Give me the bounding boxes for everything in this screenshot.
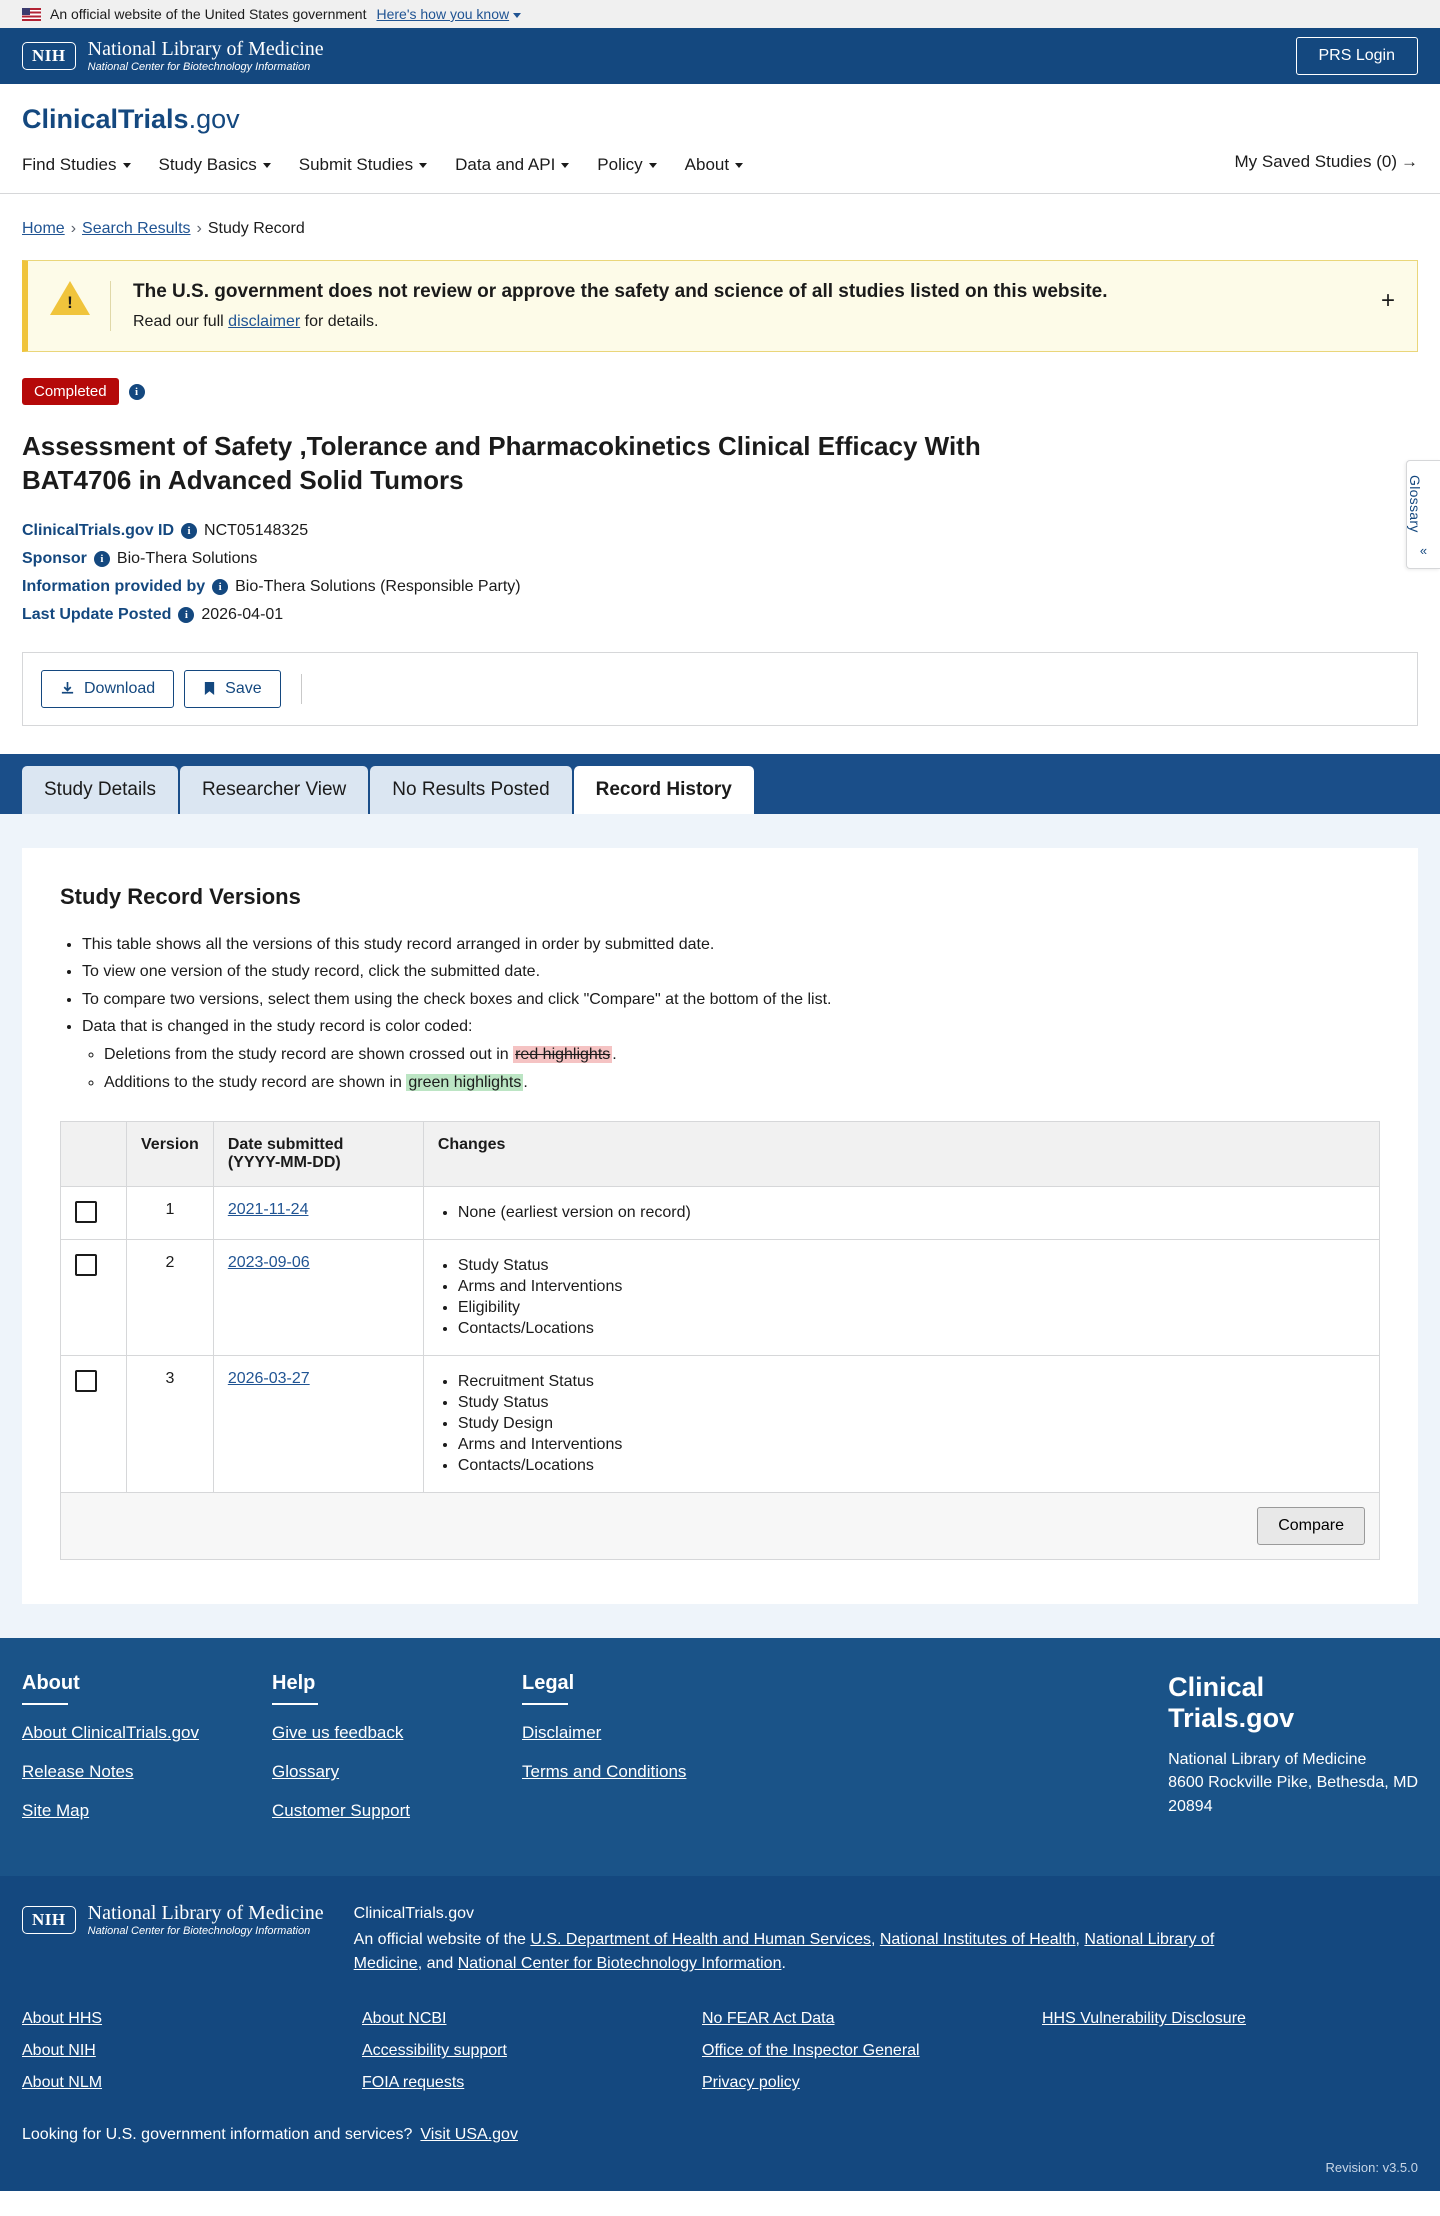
additions-suffix: . xyxy=(523,1073,528,1091)
footer-site-name: ClinicalTrials.gov xyxy=(353,1905,474,1923)
footer-link-nih[interactable]: National Institutes of Health xyxy=(879,1931,1076,1949)
table-footer-row xyxy=(61,1493,1380,1560)
version-date-link-2[interactable]: 2023-09-06 xyxy=(227,1254,310,1272)
change-item: • Arms and Interventions xyxy=(458,1436,1365,1454)
download-icon xyxy=(60,681,75,696)
meta-label: Information provided by xyxy=(22,577,206,595)
footer-link-release-notes[interactable]: Release Notes xyxy=(22,1762,134,1782)
info-icon[interactable]: i xyxy=(129,384,145,400)
disclaimer-alert xyxy=(22,260,1418,352)
footer-link-about-hhs[interactable]: About HHS xyxy=(22,2010,103,2028)
chevron-down-icon xyxy=(561,163,569,168)
table-row xyxy=(61,1240,1380,1356)
nav-item-submit-studies[interactable] xyxy=(299,149,427,193)
row-select-cell xyxy=(61,1356,127,1493)
row-date xyxy=(213,1187,423,1240)
arrow-right-icon: → xyxy=(1401,152,1418,171)
tab-no-results-posted[interactable]: No Results Posted xyxy=(370,766,571,814)
list-item: • This table shows all the versions of this study record arranged in order by submitted date. xyxy=(82,932,1380,958)
bookmark-icon xyxy=(203,681,216,696)
gov-banner-text: An official website of the United States government xyxy=(50,6,367,22)
meta-row-sponsor xyxy=(22,550,1418,568)
footer-link-about-nlm[interactable]: About NLM xyxy=(22,2074,103,2092)
footer-column-about xyxy=(22,1672,272,1840)
footer-link-hhs-vulnerability-disclosure[interactable]: HHS Vulnerability Disclosure xyxy=(1042,2010,1246,2028)
footer-link-customer-support[interactable]: Customer Support xyxy=(272,1801,410,1821)
footer-column-help xyxy=(272,1672,522,1840)
meta-value: Bio-Thera Solutions (Responsible Party) xyxy=(235,577,521,595)
list-item: • To view one version of the study record, click the submitted date. xyxy=(82,959,1380,985)
version-checkbox-2[interactable] xyxy=(75,1254,97,1276)
nav-label: Study Basics xyxy=(158,155,257,174)
instructions-list xyxy=(60,932,1380,1096)
download-button[interactable] xyxy=(41,670,174,708)
change-item: • Study Status xyxy=(458,1257,1365,1275)
table-header-row xyxy=(61,1122,1380,1187)
row-select-cell xyxy=(61,1240,127,1356)
footer-link-office-inspector-general[interactable]: Office of the Inspector General xyxy=(702,2042,920,2060)
meta-value: Bio-Thera Solutions xyxy=(116,549,258,567)
us-flag-icon xyxy=(22,8,41,21)
nav-label: Policy xyxy=(597,155,643,174)
action-divider xyxy=(301,674,302,704)
site-brand[interactable] xyxy=(22,104,1418,135)
chevron-down-icon xyxy=(419,163,427,168)
nav-item-find-studies[interactable] xyxy=(22,149,131,193)
footer-links-column-3 xyxy=(702,2010,1042,2106)
footer-brand xyxy=(1168,1672,1418,1840)
footer-links-column-4 xyxy=(1042,2010,1382,2106)
footer-org: National Library of Medicine xyxy=(1168,1751,1367,1769)
record-history-panel xyxy=(22,848,1418,1605)
alert-title: The U.S. government does not review or approve the safety and science of all studies listed on this website. xyxy=(133,281,1108,302)
footer-link-give-us-feedback[interactable]: Give us feedback xyxy=(272,1723,404,1743)
meta-row-information-provided-by xyxy=(22,578,1418,596)
tab-bar xyxy=(0,754,1440,814)
row-version: 1 xyxy=(127,1187,214,1240)
footer-links-column-2 xyxy=(362,2010,702,2106)
red-highlight-sample: red highlights xyxy=(515,1046,611,1063)
info-icon[interactable]: i xyxy=(178,607,194,623)
nav-item-policy[interactable] xyxy=(597,149,656,193)
page-title: Assessment of Safety ,Tolerance and Pharmacokinetics Clinical Efficacy With BAT4706 in Advanced Solid Tumors xyxy=(22,431,981,496)
info-icon[interactable]: i xyxy=(181,523,197,539)
footer-link-glossary[interactable]: Glossary xyxy=(272,1762,340,1782)
additions-prefix: Additions to the study record are shown in xyxy=(104,1073,402,1091)
nav-item-study-basics[interactable] xyxy=(159,149,271,193)
change-item: • Contacts/Locations xyxy=(458,1457,1365,1475)
footer-brand-line1: Clinical xyxy=(1168,1672,1265,1703)
nih-logo: NIH xyxy=(22,1906,76,1934)
list-item-additions xyxy=(104,1070,1380,1096)
footer-link-privacy-policy[interactable]: Privacy policy xyxy=(702,2074,800,2092)
change-item: • Eligibility xyxy=(458,1299,1365,1317)
footer-heading: Help xyxy=(272,1672,316,1695)
alert-sub-suffix: for details. xyxy=(304,313,379,330)
breadcrumb-home[interactable]: Home xyxy=(22,220,65,237)
footer-and-word: and xyxy=(426,1955,454,1973)
section-heading: Study Record Versions xyxy=(60,883,301,909)
chevron-down-icon xyxy=(123,163,131,168)
glossary-side-tab[interactable] xyxy=(1406,460,1440,569)
row-date xyxy=(213,1240,423,1356)
footer-link-no-fear-act-data[interactable]: No FEAR Act Data xyxy=(702,2010,835,2028)
chevron-down-icon xyxy=(513,13,521,18)
breadcrumb-search-results[interactable]: Search Results xyxy=(82,220,191,237)
nih-header-bar xyxy=(0,28,1440,84)
main-nav xyxy=(22,149,743,193)
version-checkbox-3[interactable] xyxy=(75,1370,97,1392)
site-header xyxy=(0,84,1440,194)
meta-label: ClinicalTrials.gov ID xyxy=(22,521,175,539)
version-date-link-1[interactable]: 2021-11-24 xyxy=(227,1201,309,1219)
color-code-intro: Data that is changed in the study record is color coded: xyxy=(82,1018,473,1036)
version-date-link-3[interactable]: 2026-03-27 xyxy=(227,1370,310,1388)
status-badge: Completed xyxy=(22,378,119,405)
change-item: • None (earliest version on record) xyxy=(458,1204,1365,1222)
change-item: • Contacts/Locations xyxy=(458,1320,1365,1338)
footer-link-hhs[interactable]: U.S. Department of Health and Human Services xyxy=(530,1931,871,1949)
nih-subtitle: National Center for Biotechnology Information xyxy=(87,61,311,74)
deletions-prefix: Deletions from the study record are shown crossed out in xyxy=(104,1046,509,1063)
nav-label: About xyxy=(684,155,730,174)
warning-icon: ! xyxy=(50,281,90,317)
footer-nlm-title: National Library of Medicine xyxy=(87,1902,324,1925)
my-saved-studies-link[interactable] xyxy=(1234,152,1418,190)
table-row xyxy=(61,1356,1380,1493)
action-bar xyxy=(22,652,1418,726)
version-checkbox-1[interactable] xyxy=(75,1201,97,1223)
footer-address-line2: 20894 xyxy=(1168,1797,1213,1815)
meta-row-last-update-posted xyxy=(22,606,1418,624)
column-date-line2: (YYYY-MM-DD) xyxy=(227,1154,341,1172)
footer-heading: Legal xyxy=(522,1672,575,1695)
change-item: • Study Status xyxy=(458,1394,1365,1412)
footer-brand-line2: Trials.gov xyxy=(1168,1703,1295,1734)
versions-table xyxy=(60,1121,1380,1560)
column-date-submitted xyxy=(213,1122,423,1187)
footer-revision: Revision: v3.5.0 xyxy=(0,2154,1440,2191)
brand-suffix: .gov xyxy=(188,104,240,134)
gov-banner xyxy=(0,0,1440,28)
chevron-down-icon xyxy=(649,163,657,168)
footer-link-ncbi[interactable]: National Center for Biotechnology Information xyxy=(457,1955,782,1973)
compare-button[interactable]: Compare xyxy=(1257,1507,1365,1545)
tab-record-history[interactable]: Record History xyxy=(574,766,754,814)
glossary-tab-label: Glossary xyxy=(1407,475,1423,533)
chevron-left-icon: « xyxy=(1419,542,1428,558)
info-icon[interactable]: i xyxy=(94,551,110,567)
chevron-down-icon xyxy=(263,163,271,168)
row-changes xyxy=(423,1240,1379,1356)
footer-link-grid xyxy=(0,1986,1440,2114)
row-version: 3 xyxy=(127,1356,214,1493)
table-row xyxy=(61,1187,1380,1240)
tab-researcher-view[interactable]: Researcher View xyxy=(180,766,368,814)
meta-value: 2026-04-01 xyxy=(201,605,284,623)
footer-usa-text: Looking for U.S. government information and services? xyxy=(22,2126,413,2144)
row-changes xyxy=(423,1356,1379,1493)
footer-rule xyxy=(522,1703,568,1705)
alert-expand-button[interactable]: + xyxy=(1380,287,1395,314)
alert-sub-prefix: Read our full xyxy=(133,313,224,330)
row-changes xyxy=(423,1187,1379,1240)
save-button[interactable] xyxy=(184,670,280,708)
nav-item-about[interactable] xyxy=(685,149,743,193)
row-date xyxy=(213,1356,423,1493)
footer-link-site-map[interactable]: Site Map xyxy=(22,1801,90,1821)
footer-column-legal xyxy=(522,1672,772,1840)
footer-link-terms-and-conditions[interactable]: Terms and Conditions xyxy=(522,1762,687,1782)
nav-item-data-and-api[interactable] xyxy=(455,149,569,193)
compare-cell xyxy=(61,1493,1380,1560)
download-label: Download xyxy=(84,679,156,697)
info-icon[interactable]: i xyxy=(212,579,228,595)
meta-row-nct-id xyxy=(22,522,1418,540)
breadcrumb-separator: › xyxy=(196,220,202,237)
footer-link-about-ncbi[interactable]: About NCBI xyxy=(362,2010,447,2028)
list-item xyxy=(82,1014,1380,1095)
nav-label: Find Studies xyxy=(22,155,117,174)
disclaimer-link[interactable]: disclaimer xyxy=(228,313,301,330)
footer-nlm-subtitle: National Center for Biotechnology Information xyxy=(87,1925,311,1938)
meta-label: Last Update Posted xyxy=(22,605,172,623)
footer-address-line1: 8600 Rockville Pike, Bethesda, MD xyxy=(1168,1774,1418,1792)
deletions-suffix: . xyxy=(612,1046,617,1063)
column-date-line1: Date submitted xyxy=(227,1136,344,1154)
how-you-know-label: Here's how you know xyxy=(376,6,510,22)
main-content-area xyxy=(0,814,1440,1639)
row-select-cell xyxy=(61,1187,127,1240)
nih-logo: NIH xyxy=(22,42,76,70)
chevron-down-icon xyxy=(735,163,743,168)
footer-links-column-1 xyxy=(22,2010,362,2106)
change-item: • Study Design xyxy=(458,1415,1365,1433)
save-label: Save xyxy=(225,679,262,697)
saved-studies-label: My Saved Studies (0) xyxy=(1234,152,1397,171)
prs-login-button[interactable]: PRS Login xyxy=(1296,37,1419,75)
footer-link-usa-gov[interactable]: Visit USA.gov xyxy=(420,2126,518,2144)
green-highlight-sample: green highlights xyxy=(408,1073,522,1091)
footer-link-nlm[interactable]: National Library of Medicine xyxy=(353,1931,1215,1973)
footer-rule xyxy=(272,1703,318,1705)
column-changes: Changes xyxy=(423,1122,1379,1187)
footer-nlm-branding xyxy=(22,1902,324,1938)
tab-study-details[interactable]: Study Details xyxy=(22,766,178,814)
status-row xyxy=(22,378,1418,405)
footer-nlm: NIH National Library of Medicine National Center for Biotechnology Information ClinicalTrials.gov An official website of the U.S. Department of Health and Human Services, National Institutes of Health, National Library of Medicine, and National Center for Biotechnology Information. xyxy=(0,1876,1440,1986)
footer-link-foia-requests[interactable]: FOIA requests xyxy=(362,2074,465,2092)
footer-official-prefix: An official website of the xyxy=(353,1931,526,1949)
change-item: • Recruitment Status xyxy=(458,1373,1365,1391)
nav-label: Data and API xyxy=(455,155,556,174)
column-version: Version xyxy=(127,1122,214,1187)
footer-heading: About xyxy=(22,1672,80,1695)
meta-label: Sponsor xyxy=(22,549,87,567)
footer-link-about-clinicaltrials[interactable]: About ClinicalTrials.gov xyxy=(22,1723,199,1743)
how-you-know-link[interactable] xyxy=(376,6,521,22)
breadcrumb-current: Study Record xyxy=(207,220,305,237)
list-item: • To compare two versions, select them using the check boxes and click "Compare" at the bottom of the list. xyxy=(82,987,1380,1013)
footer-usa-gov xyxy=(0,2114,1440,2154)
footer-link-disclaimer[interactable]: Disclaimer xyxy=(522,1723,602,1743)
meta-value: NCT05148325 xyxy=(204,521,309,539)
row-version: 2 xyxy=(127,1240,214,1356)
breadcrumb-separator: › xyxy=(70,220,77,237)
column-select xyxy=(61,1122,127,1187)
breadcrumb xyxy=(0,194,1440,238)
nih-branding[interactable] xyxy=(22,38,324,74)
footer-primary xyxy=(0,1638,1440,1876)
footer-rule xyxy=(22,1703,68,1705)
footer-link-accessibility-support[interactable]: Accessibility support xyxy=(362,2042,507,2060)
brand-main: ClinicalTrials xyxy=(22,104,189,134)
change-item: • Arms and Interventions xyxy=(458,1278,1365,1296)
footer-link-about-nih[interactable]: About NIH xyxy=(22,2042,96,2060)
nih-title: National Library of Medicine xyxy=(87,38,324,61)
nav-label: Submit Studies xyxy=(298,155,414,174)
list-item-deletions xyxy=(104,1042,1380,1068)
